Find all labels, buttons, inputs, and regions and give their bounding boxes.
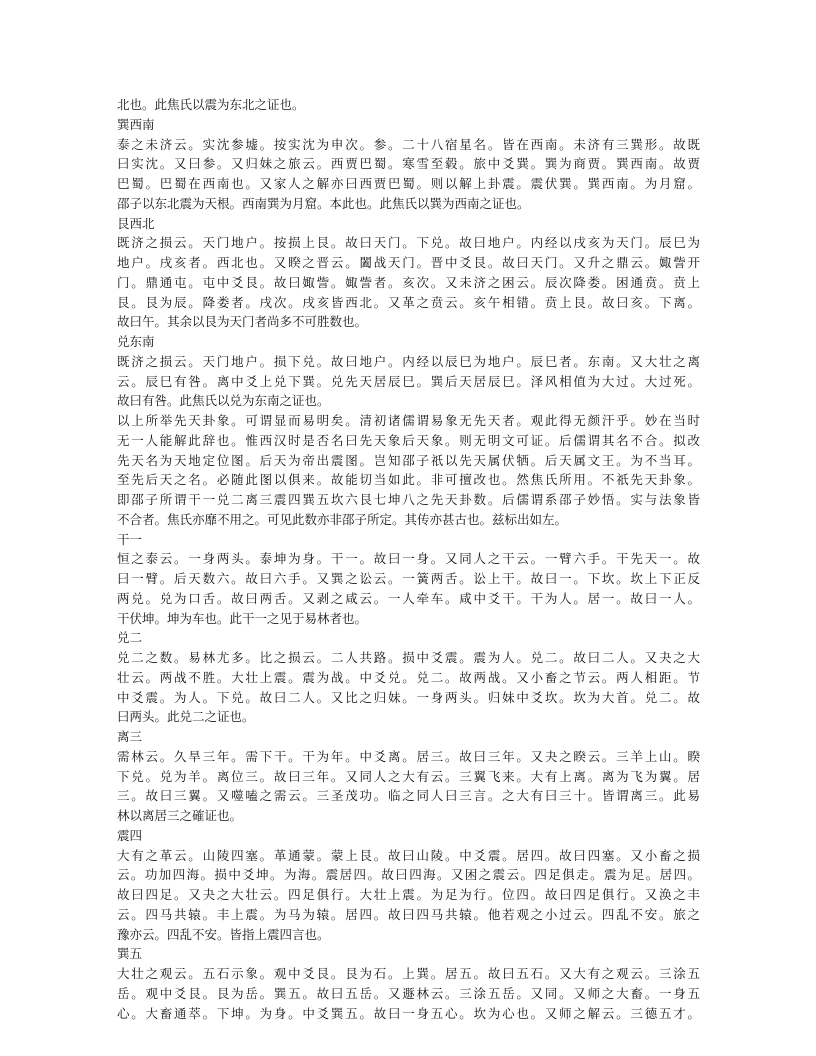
text-line: 即邵子所谓干一兑二离三震四巽五坎六艮七坤八之先天卦数。后儒谓系邵子妙悟。实与法象皆 bbox=[117, 492, 700, 507]
text-line: 豫亦云。四乱不安。皆指上震四言也。 bbox=[117, 926, 330, 942]
text-line: 干一 bbox=[117, 531, 143, 547]
text-line: 离三 bbox=[117, 729, 143, 744]
text-line: 大壮之观云。五石示象。观中爻艮。艮为石。上巽。居五。故曰五石。又大有之观云。三涂五 bbox=[117, 966, 700, 981]
text-line: 心。大畜通萃。下坤。为身。中爻巽五。故曰一身五心。坎为心也。又师之解云。三德五才。 bbox=[117, 1005, 700, 1021]
text-line: 需林云。久旱三年。需下干。干为年。中爻离。居三。故曰三年。又夬之睽云。三羊上山。睽 bbox=[117, 748, 700, 764]
text-line: 林以离居三之確证也。 bbox=[117, 808, 243, 823]
text-line: 门。鼎通屯。屯中爻艮。故曰娵訾。娵訾者。亥次。又未济之困云。辰次降娄。困通贲。贲上 bbox=[117, 274, 700, 290]
text-line: 干伏坤。坤为车也。此干一之见于易林者也。 bbox=[117, 610, 368, 626]
text-line: 大有之革云。山陵四塞。革通蒙。蒙上艮。故曰山陵。中爻震。居四。故曰四塞。又小畜之损 bbox=[117, 847, 700, 863]
text-line: 泰之未济云。实沈参墟。按实沈为申次。参。二十八宿星名。皆在西南。未济有三巽形。故既 bbox=[117, 136, 700, 152]
text-line: 岳。观中爻艮。艮为岳。巽五。故曰五岳。又遯林云。三涂五岳。又同。又师之大畜。一身五 bbox=[117, 985, 700, 1001]
text-line: 故曰午。其余以艮为天门者尚多不可胜数也。 bbox=[117, 314, 368, 330]
text-line: 既济之损云。天门地户。损下兑。故曰地户。内经以辰巳为地户。辰巳者。东南。又大壮之离 bbox=[117, 353, 700, 369]
text-line: 巴蜀。巴蜀在西南也。又家人之解亦曰西贾巴蜀。则以解上卦震。震伏巽。巽西南。为月窟。 bbox=[117, 176, 700, 191]
text-line: 三。故曰三翼。又噬嗑之需云。三圣茂功。临之同人曰三言。之大有曰三十。皆谓离三。此易 bbox=[117, 788, 700, 804]
text-line: 兑二 bbox=[117, 630, 143, 646]
text-line: 曰两头。此兑二之证也。 bbox=[117, 709, 255, 725]
text-line: 无一人能解此辞也。惟西汉时是否名曰先天象后天象。则无明文可证。后儒谓其名不合。拟改 bbox=[117, 432, 700, 448]
text-line: 故曰有咎。此焦氏以兑为东南之证也。 bbox=[117, 393, 330, 409]
text-line: 两兑。兑为口舌。故曰两舌。又剥之咸云。一人牵车。咸中爻干。干为人。居一。故曰一人。 bbox=[117, 590, 700, 606]
text-line: 既济之损云。天门地户。按损上艮。故曰天门。下兑。故曰地户。内经以戌亥为天门。辰巳为 bbox=[117, 235, 700, 251]
text-line: 以上所举先天卦象。可谓显而易明矣。清初诸儒谓易象无先天者。观此得无颜汗乎。妙在当时 bbox=[117, 413, 700, 428]
text-line: 恒之泰云。一身两头。泰坤为身。干一。故曰一身。又同人之干云。一臂六手。干先天一。故 bbox=[117, 551, 700, 567]
text-line: 艮西北 bbox=[117, 215, 155, 231]
text-line: 云。功加四海。损中爻坤。为海。震居四。故曰四海。又困之震云。四足俱走。震为足。居四。 bbox=[117, 867, 700, 883]
text-line: 艮。艮为辰。降娄者。戌次。戌亥皆西北。又革之贲云。亥午相错。贲上艮。故曰亥。下离。 bbox=[117, 294, 700, 310]
text-line: 北也。此焦氏以震为东北之证也。 bbox=[117, 97, 305, 112]
text-line: 巽西南 bbox=[117, 116, 155, 132]
text-line: 巽五 bbox=[117, 946, 143, 962]
text-line: 邵子以东北震为天根。西南巽为月窟。本此也。此焦氏以巽为西南之证也。 bbox=[117, 195, 530, 211]
text-line: 不合者。焦氏亦靡不用之。可见此数亦非邵子所定。其传亦甚古也。兹标出如左。 bbox=[117, 511, 568, 527]
text-line: 中爻震。为人。下兑。故曰二人。又比之归妹。一身两头。归妹中爻坎。坎为大首。兑二。故 bbox=[117, 689, 700, 705]
text-line: 故曰四足。又夬之大壮云。四足俱行。大壮上震。为足为行。位四。故曰四足俱行。又涣之丰 bbox=[117, 887, 700, 902]
text-line: 兑东南 bbox=[117, 334, 155, 349]
text-line: 下兑。兑为羊。离位三。故曰三年。又同人之大有云。三翼飞来。大有上离。离为飞为翼。居 bbox=[117, 768, 700, 784]
text-line: 曰实沈。又曰参。又归妹之旅云。西贾巴蜀。寒雪至毂。旅中爻巽。巽为商贾。巽西南。故贾 bbox=[117, 156, 700, 172]
text-line: 兑二之数。易林尤多。比之损云。二人共路。损中爻震。震为人。兑二。故曰二人。又夬之大 bbox=[117, 650, 700, 665]
text-line: 至先后天之名。必随此图以俱来。故能切当如此。非可擅改也。然焦氏所用。不祇先天卦象。 bbox=[117, 472, 700, 488]
document-page bbox=[117, 95, 700, 1023]
text-line: 云。四马共辕。丰上震。为马为辕。居四。故曰四马共辕。他若观之小过云。四乱不安。旅之 bbox=[117, 906, 700, 922]
text-line: 云。辰巳有咎。离中爻上兑下巽。兑先天居辰巳。巽后天居辰巳。泽风相值为大过。大过死。 bbox=[117, 373, 700, 389]
text-line: 地户。戌亥者。西北也。又睽之晋云。闔战天门。晋中爻艮。故曰天门。又升之鼎云。娵訾开 bbox=[117, 255, 700, 270]
text-line: 震四 bbox=[117, 827, 143, 843]
text-line: 曰一臂。后天数六。故曰六手。又巽之讼云。一簧两舌。讼上干。故曰一。下坎。坎上下正反 bbox=[117, 571, 700, 586]
text-line: 壮云。两战不胜。大壮上震。震为战。中爻兑。兑二。故两战。又小畜之节云。两人相距。节 bbox=[117, 669, 700, 685]
text-line: 先天名为天地定位图。后天为帝出震图。岂知邵子祇以先天属伏牺。后天属文王。为不当耳。 bbox=[117, 452, 700, 468]
